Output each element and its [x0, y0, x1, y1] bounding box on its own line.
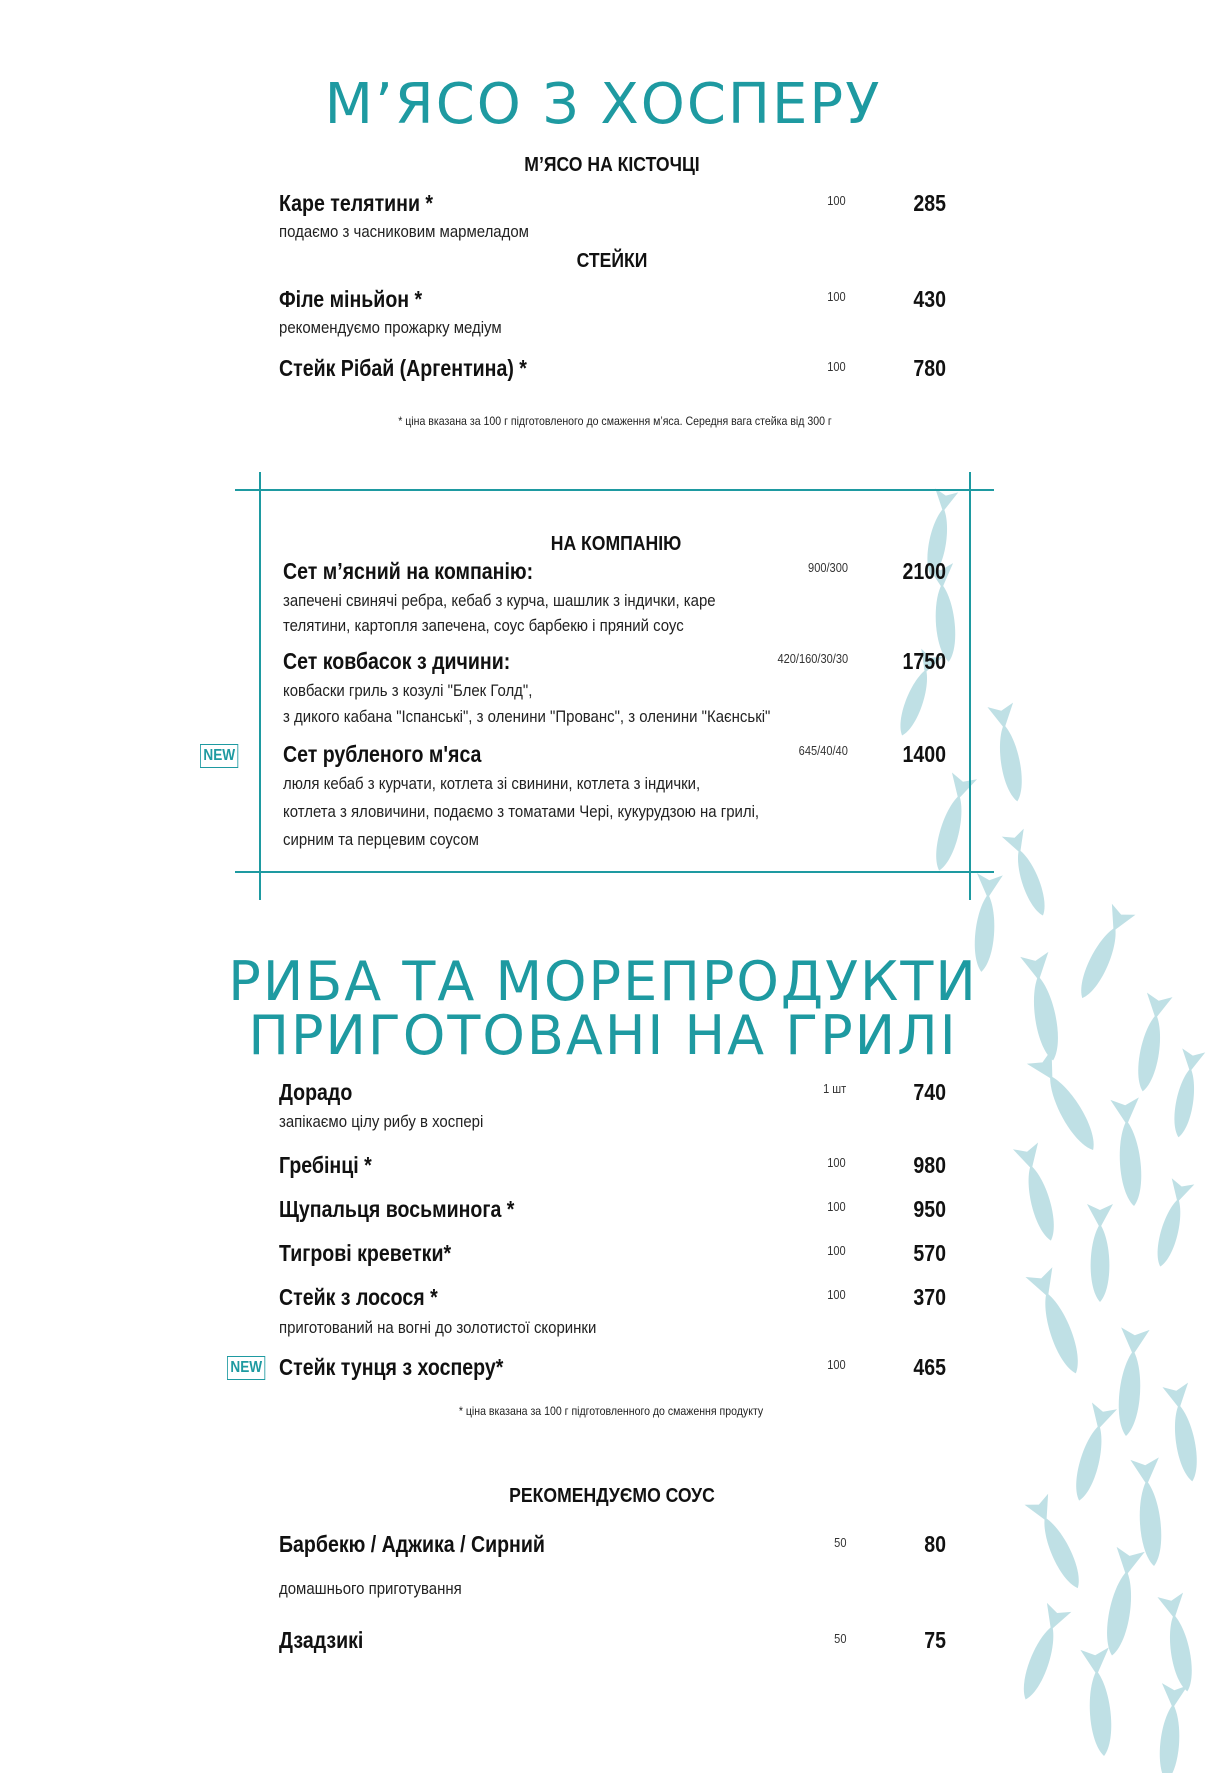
fish-shape	[1162, 1383, 1205, 1484]
menu-item-name: Стейк з лосося *	[279, 1284, 438, 1310]
menu-item-weight: 645/40/40	[798, 743, 848, 758]
menu-item-weight: 900/300	[808, 560, 848, 575]
fish-shape	[1130, 1457, 1168, 1567]
fish-shape	[1112, 1327, 1150, 1437]
new-badge: NEW	[227, 1356, 266, 1380]
fish-shape	[1025, 1494, 1090, 1594]
menu-item-weight: 100	[827, 359, 846, 374]
box-line-top	[235, 489, 994, 491]
menu-item-desc: приготований на вогні до золотистої скоринки	[279, 1318, 597, 1337]
menu-item-price: 370	[913, 1284, 946, 1310]
menu-item-desc: сирним та перцевим соусом	[283, 830, 479, 849]
menu-item-price: 465	[913, 1354, 946, 1380]
menu-item-name: Філе міньйон *	[279, 286, 423, 312]
menu-item-name: Стейк Рібай (Аргентина) *	[279, 355, 527, 381]
fish-shape	[1110, 1097, 1148, 1207]
menu-item-weight: 100	[827, 1155, 846, 1170]
meat-section-title: М’ЯСО З ХОСПЕРУ	[324, 72, 882, 137]
menu-item-price: 950	[913, 1196, 946, 1222]
menu-item-weight: 1 шт	[822, 1081, 846, 1096]
steaks-subtitle: СТЕЙКИ	[576, 250, 648, 272]
fish-shape	[1098, 1547, 1145, 1658]
menu-item-desc: запікаємо цілу рибу в хоспері	[279, 1112, 484, 1131]
menu-item-price: 740	[913, 1079, 946, 1105]
menu-item-name: Дзадзикі	[279, 1627, 364, 1653]
menu-item-name: Сет ковбасок з дичини:	[283, 648, 511, 674]
menu-item-price: 75	[924, 1627, 946, 1653]
menu-item-name: Тигрові креветки*	[279, 1240, 452, 1266]
menu-item-desc: ковбаски гриль з козулі "Блек Голд",	[283, 681, 533, 700]
menu-item-weight: 100	[827, 289, 846, 304]
meat-footnote: * ціна вказана за 100 г підготовленого до смаження м’яса. Середня вага стейка від 300 г	[398, 414, 832, 428]
fish-footnote: * ціна вказана за 100 г підготовленного до смаження продукту	[458, 1404, 764, 1418]
menu-item-price: 570	[913, 1240, 946, 1266]
menu-item-desc: подаємо з часниковим мармеладом	[279, 222, 529, 241]
bone-subtitle: М’ЯСО НА КІСТОЧЦІ	[524, 154, 700, 176]
menu-item-name: Сет рубленого м'яса	[283, 741, 482, 767]
company-subtitle: НА КОМПАНІЮ	[550, 533, 682, 555]
menu-item-desc: запечені свинячі ребра, кебаб з курча, шашлик з індички, каре	[283, 591, 716, 610]
menu-item-name: Щупальця восьминога *	[279, 1196, 515, 1222]
fish-shape	[1002, 829, 1054, 920]
menu-item-weight: 100	[827, 1287, 846, 1302]
box-line-bottom	[235, 871, 994, 873]
menu-item-weight: 100	[827, 1243, 846, 1258]
menu-item-name: Гребінці *	[279, 1152, 372, 1178]
menu-item-name: Дорадо	[279, 1079, 353, 1105]
menu-item-name: Сет м’ясний на компанію:	[283, 558, 534, 584]
menu-item-weight: 100	[827, 1199, 846, 1214]
fish-shape	[1087, 1204, 1113, 1302]
menu-item-desc: телятини, картопля запечена, соус барбекю і пряний соус	[283, 616, 684, 635]
menu-item-price: 285	[913, 190, 946, 216]
sauce-subtitle: РЕКОМЕНДУЄМО СОУС	[509, 1485, 715, 1507]
menu-item-name: Каре телятини *	[279, 190, 434, 216]
menu-item-desc: люля кебаб з курчати, котлета зі свинини, котлета з індички,	[283, 774, 701, 793]
menu-item-desc: рекомендуємо прожарку медіум	[279, 318, 502, 337]
menu-item-desc: з дикого кабана "Іспанські", з оленини "Прованс", з оленини "Каєнські"	[283, 707, 771, 726]
fish-shape	[987, 703, 1030, 804]
menu-item-weight: 50	[833, 1535, 846, 1550]
menu-item-price: 2100	[902, 558, 946, 584]
menu-item-name: Барбекю / Аджика / Сирний	[279, 1531, 545, 1557]
menu-item-price: 980	[913, 1152, 946, 1178]
fish-section-title-line1: РИБА ТА МОРЕПРОДУКТИ	[228, 950, 978, 1013]
menu-item-weight: 100	[827, 193, 846, 208]
fish-shape	[1153, 1683, 1187, 1773]
menu-item-weight: 50	[833, 1631, 846, 1646]
menu-item-weight: 420/160/30/30	[777, 651, 848, 666]
menu-item-desc: котлета з яловичини, подаємо з томатами Чері, кукурудзою на грилі,	[283, 802, 760, 821]
menu-item-name: Стейк тунця з хосперу*	[279, 1354, 504, 1380]
menu-item-price: 1400	[902, 741, 946, 767]
fish-shape	[1157, 1593, 1200, 1694]
fish-shape	[1025, 1267, 1089, 1378]
fish-shape	[1013, 1603, 1071, 1704]
fish-shape	[1013, 1143, 1063, 1244]
fish-section-title-line2: ПРИГОТОВАНІ НА ГРИЛІ	[248, 1004, 958, 1067]
fish-shape	[1080, 1647, 1118, 1757]
fish-shape	[1149, 1178, 1194, 1269]
menu-item-desc: домашнього приготування	[279, 1579, 462, 1598]
menu-item-price: 780	[913, 355, 946, 381]
menu-item-price: 80	[924, 1531, 946, 1557]
menu-item-price: 430	[913, 286, 946, 312]
new-badge: NEW	[200, 744, 239, 768]
menu-item-price: 1750	[902, 648, 946, 674]
menu-item-weight: 100	[827, 1357, 846, 1372]
